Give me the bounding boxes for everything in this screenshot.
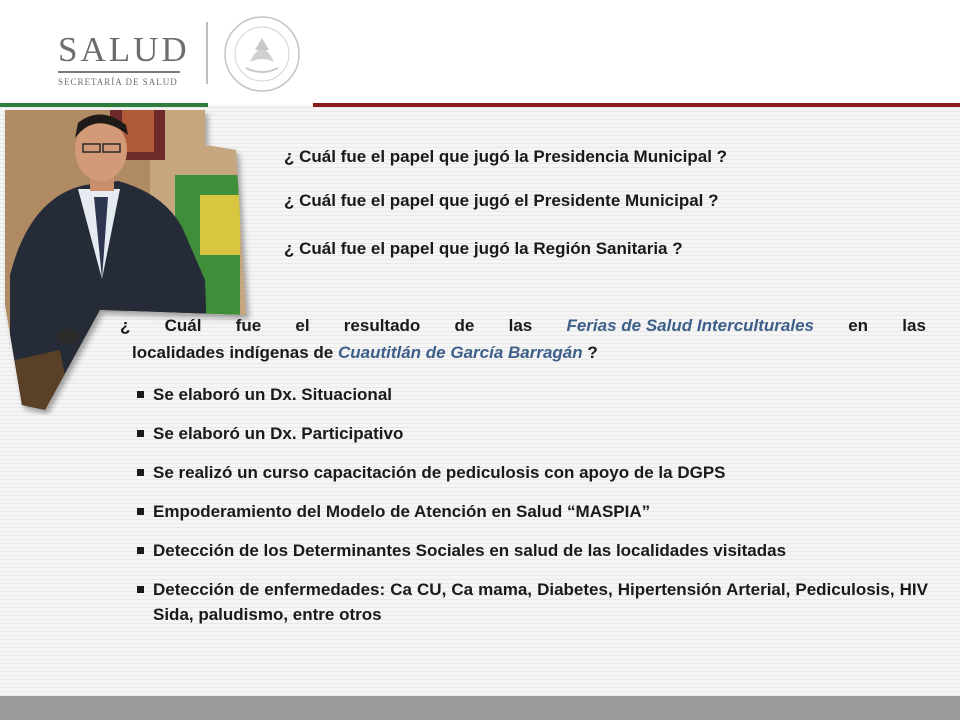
result-word: las (902, 316, 926, 335)
question-region-sanitaria: ¿ Cuál fue el papel que jugó la Región Sanitaria ? (284, 239, 683, 258)
footer-bar (0, 696, 960, 720)
result-word: de (454, 316, 475, 335)
result-word: Cuál (164, 316, 202, 335)
top-bar-red (313, 103, 960, 107)
result-word: resultado (343, 316, 421, 335)
result-word: fue (235, 316, 262, 335)
place-highlight: Cuautitlán de García Barragán (337, 343, 583, 362)
question-presidente: ¿ Cuál fue el papel que jugó el Presidente Municipal ? (284, 191, 719, 210)
header (0, 0, 960, 105)
result-line2-prefix: localidades indígenas de (132, 343, 338, 362)
result-question (120, 312, 926, 366)
list-item: Se realizó un curso capacitación de pediculosis con apoyo de la DGPS (136, 460, 928, 485)
logo-subtitle: SECRETARÍA DE SALUD (58, 77, 178, 87)
logo-word: SALUD (58, 30, 190, 69)
national-seal-icon (222, 14, 302, 94)
result-word: las (508, 316, 533, 335)
list-item: Se elaboró un Dx. Participativo (136, 421, 928, 446)
salud-logo (58, 32, 190, 87)
result-word: ¿ (120, 316, 131, 335)
findings-list (136, 382, 928, 641)
speaker-photo (0, 105, 260, 415)
list-item: Empoderamiento del Modelo de Atención en Salud “MASPIA” (136, 499, 928, 524)
list-item: Detección de los Determinantes Sociales en salud de las localidades visitadas (136, 538, 928, 563)
question-presidencia: ¿ Cuál fue el papel que jugó la Presidencia Municipal ? (284, 147, 728, 166)
result-question-line1 (120, 312, 926, 339)
list-item: Se elaboró un Dx. Situacional (136, 382, 928, 407)
result-word: en (848, 316, 869, 335)
logo-rule (58, 71, 180, 73)
ferias-highlight: Ferias de Salud Interculturales (566, 316, 814, 335)
logo-divider (206, 22, 208, 84)
list-item: Detección de enfermedades: Ca CU, Ca mama, Diabetes, Hipertensión Arterial, Pediculosis, HIV Sida, paludismo, entre otros (136, 577, 928, 627)
result-line2-suffix: ? (582, 343, 598, 362)
result-question-line2 (120, 339, 926, 366)
result-word: el (295, 316, 310, 335)
